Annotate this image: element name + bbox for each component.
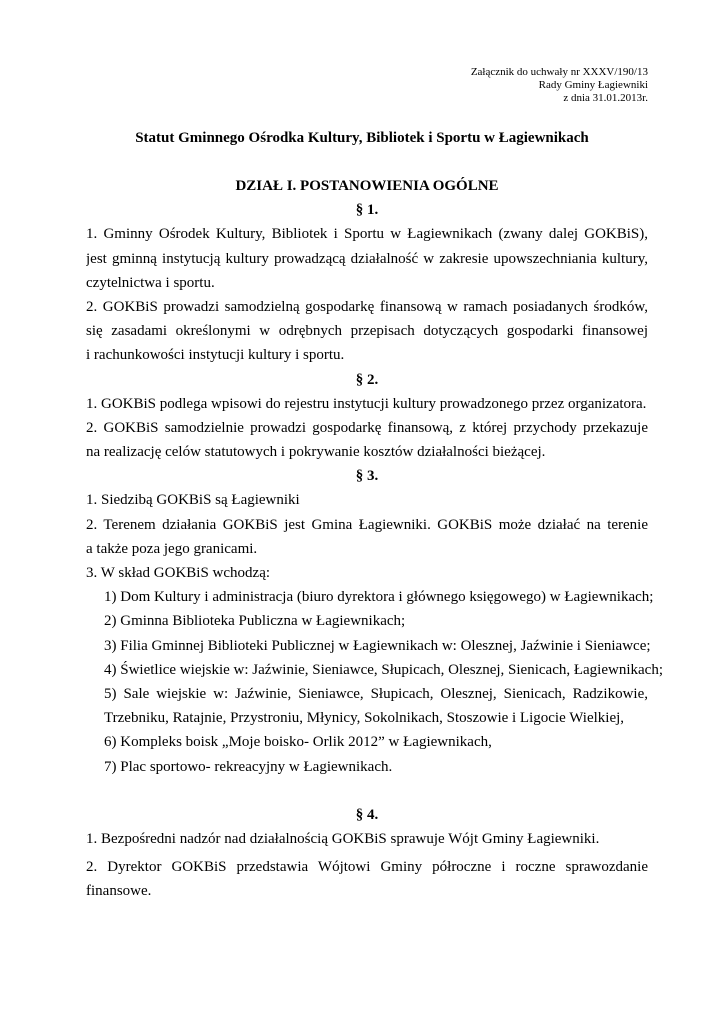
text-line: 1. GOKBiS podlega wpisowi do rejestru instytucji kultury prowadzonego przez organizatora. xyxy=(86,395,647,412)
attachment-line: Załącznik do uchwały nr XXXV/190/13 xyxy=(470,66,648,78)
list-item: Trzebniku, Ratajnie, Przystroniu, Młynicy, Sokolnikach, Stoszowie i Ligocie Wielkiej, xyxy=(104,710,625,727)
list-item: 6) Kompleks boisk „Moje boisko- Orlik 2012” w Łagiewnikach, xyxy=(104,734,492,751)
paragraph-heading-2: § 2. xyxy=(355,371,379,388)
attachment-header xyxy=(471,66,648,105)
text-line: się zasadami określonymi w odrębnych przepisach dotyczących gospodarki finansowej xyxy=(86,323,648,340)
text-line: na realizację celów statutowych i pokrywanie kosztów działalności bieżącej. xyxy=(86,444,546,461)
text-line: 2. Dyrektor GOKBiS przedstawia Wójtowi Gminy półroczne i roczne sprawozdanie xyxy=(86,859,648,876)
text-line: 2. GOKBiS samodzielnie prowadzi gospodarkę finansową, z której przychody przekazuje xyxy=(86,419,648,436)
section-heading: DZIAŁ I. POSTANOWIENIA OGÓLNE xyxy=(235,178,499,194)
text-line: finansowe. xyxy=(86,883,152,900)
list-item: 7) Plac sportowo- rekreacyjny w Łagiewnikach. xyxy=(104,758,393,775)
list-item: 5) Sale wiejskie w: Jaźwinie, Sieniawce, Słupicach, Olesznej, Sienicach, Radzikowie, xyxy=(104,685,648,702)
text-line: jest gminną instytucją kultury prowadzącą działalność w zakresie upowszechniania kultury, xyxy=(86,250,648,267)
list-item: 4) Świetlice wiejskie w: Jaźwinie, Sieniawce, Słupicach, Olesznej, Sienicach, Łagiewnikach; xyxy=(104,661,663,678)
text-line: 1. Bezpośredni nadzór nad działalnością GOKBiS sprawuje Wójt Gminy Łagiewniki. xyxy=(86,831,600,848)
document-title: Statut Gminnego Ośrodka Kultury, Bibliotek i Sportu w Łagiewnikach xyxy=(135,130,589,146)
list-item: 2) Gminna Biblioteka Publiczna w Łagiewnikach; xyxy=(104,613,406,630)
list-item: 1) Dom Kultury i administracja (biuro dyrektora i głównego księgowego) w Łagiewnikach; xyxy=(104,589,654,606)
council-line: Rady Gminy Łagiewniki xyxy=(538,79,648,91)
list-item: 3) Filia Gminnej Biblioteki Publicznej w Łagiewnikach w: Olesznej, Jaźwinie i Sieniawce; xyxy=(104,637,651,654)
text-line: 3. W skład GOKBiS wchodzą: xyxy=(86,565,271,581)
document-body xyxy=(86,174,663,904)
text-line: czytelnictwa i sportu. xyxy=(86,274,215,291)
text-line: 1. Gminny Ośrodek Kultury, Bibliotek i Sportu w Łagiewnikach (zwany dalej GOKBiS), xyxy=(86,226,648,243)
blank-line xyxy=(86,779,648,803)
text-line: i rachunkowości instytucji kultury i sportu. xyxy=(86,347,345,364)
date-line: z dnia 31.01.2013r. xyxy=(563,92,648,104)
text-line: a także poza jego granicami. xyxy=(86,540,258,557)
paragraph-heading-3: § 3. xyxy=(355,468,379,485)
text-line: 1. Siedzibą GOKBiS są Łagiewniki xyxy=(86,492,300,509)
text-line: 2. GOKBiS prowadzi samodzielną gospodarkę finansową w ramach posiadanych środków, xyxy=(86,298,648,315)
paragraph-heading-1: § 1. xyxy=(355,202,379,219)
text-line: 2. Terenem działania GOKBiS jest Gmina Łagiewniki. GOKBiS może działać na terenie xyxy=(86,516,648,533)
paragraph-heading-4: § 4. xyxy=(355,806,379,823)
